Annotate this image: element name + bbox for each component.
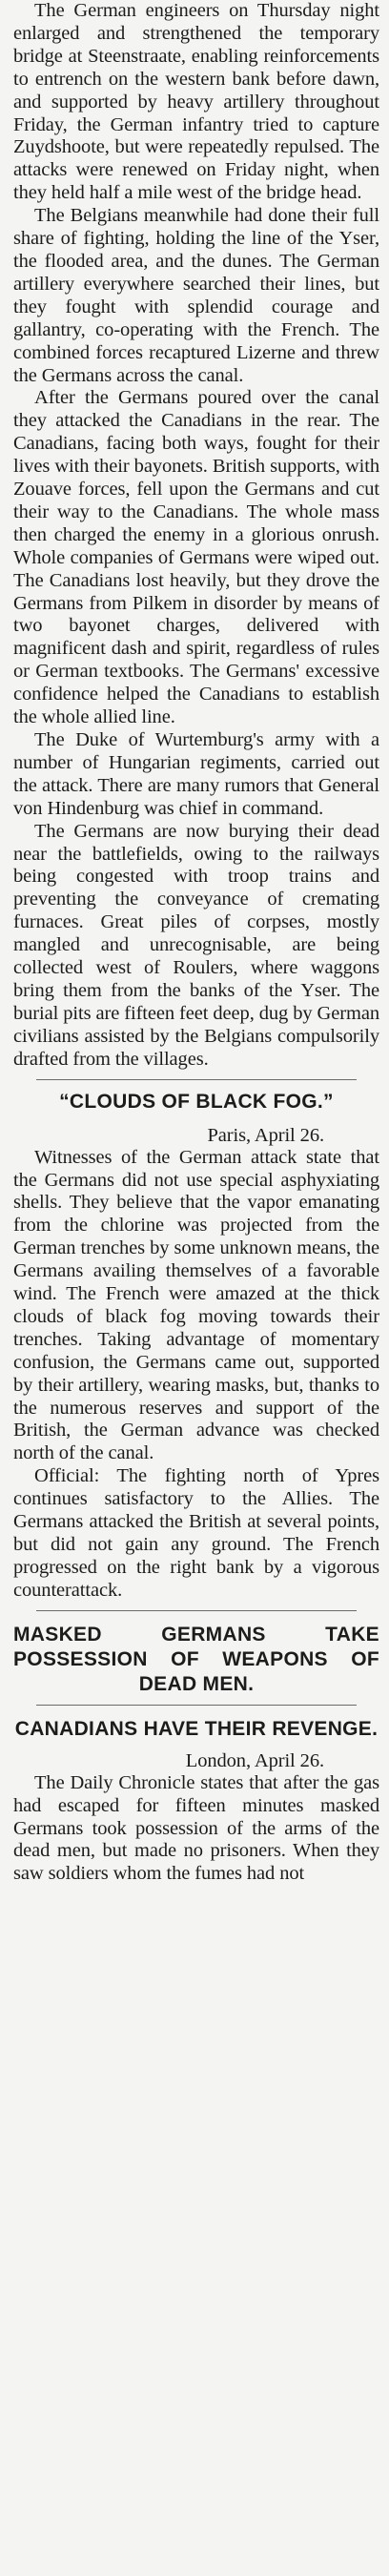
dateline: Paris, April 26.	[207, 1124, 324, 1146]
section-divider	[36, 1610, 357, 1611]
headline-divider	[36, 1705, 357, 1706]
article-section-bridge	[13, 0, 379, 1072]
headline-masked-germans: MASKED GERMANS TAKE POSSESSION OF WEAPONS OF DEAD MEN.	[13, 1623, 379, 1695]
paragraph: Official: The fighting north of Ypres continues satisfactory to the Allies. The Germans attacked the British at several points, but did not gain any ground. The French progressed on the right bank by a vigorous counterattack.	[13, 1465, 379, 1601]
paragraph: The Duke of Wurtemburg's army with a number of Hungarian regiments, carried out the attack. There are many rumors that General von Hindenburg was chief in command.	[13, 729, 379, 819]
article-section-black-fog	[13, 1124, 379, 1603]
paragraph: After the Germans poured over the canal they attacked the Canadians in the rear. The Canadians, facing both ways, fought for their lives with their bayonets. British supports, with Zouave forces, fell upon the Germans and cut their way to the Canadians. The whole mass then charged the enemy in a glorious onrush. Whole companies of Germans were wiped out. The Canadians lost heavily, but they drove the Germans from Pilkem in disorder by means of two bayonet charges, delivered with magnificent dash and spirit, regardless of rules or German textbooks. The Germans' excessive confidence helped the Canadians to establish the whole allied line.	[13, 387, 379, 728]
paragraph: The German engineers on Thursday night enlarged and strengthened the temporary bridge at Steenstraate, enabling reinforcements to entrench on the western bank before dawn, and supported by heavy artillery throughout Friday, the German infantry tried to capture Zuydshoote, but were repeatedly repulsed. The attacks were renewed on Friday night, when they held half a mile west of the bridge head.	[13, 0, 379, 204]
paragraph: The Belgians meanwhile had done their full share of fighting, holding the line of the Yser, the flooded area, and the dunes. The German artillery everywhere searched their lines, but they fought with splendid courage and gallantry, co-operating with the French. The combined forces recaptured Lizerne and threw the Germans across the canal.	[13, 205, 379, 386]
headline-canadians-revenge: CANADIANS HAVE THEIR REVENGE.	[14, 1717, 379, 1740]
paragraph: The Daily Chronicle states that after the gas had escaped for fifteen minutes masked Germans took possession of the arms of the dead men, but made no prisoners. When they saw soldiers whom the fumes had not	[13, 1771, 379, 1885]
headline-clouds-of-black-fog: “CLOUDS OF BLACK FOG.”	[59, 1090, 334, 1113]
dateline: London, April 26.	[185, 1749, 324, 1771]
paragraph: Witnesses of the German attack state that the Germans did not use special asphyxiating shells. They believe that the vapor emanating from the chlorine was projected from the German trenches by some unknown means, the Germans availing themselves of a favorable wind. The French were amazed at the thick clouds of black fog moving towards their trenches. Taking advantage of momentary confusion, the Germans came out, supported by their artillery, wearing masks, but, thanks to the numerous reserves and support of the British, the German advance was checked north of the canal.	[13, 1146, 379, 1464]
paragraph: The Germans are now burying their dead near the battlefields, owing to the railways being congested with troop trains and preventing the conveyance of cremating furnaces. Great piles of corpses, mostly mangled and unrecognisable, are being collected west of Roulers, where waggons bring them from the banks of the Yser. The burial pits are fifteen feet deep, dug by German civilians assisted by the Belgians compulsorily drafted from the villages.	[13, 820, 379, 1070]
section-divider	[36, 1079, 357, 1080]
article-section-masked-germans	[13, 1749, 379, 1887]
